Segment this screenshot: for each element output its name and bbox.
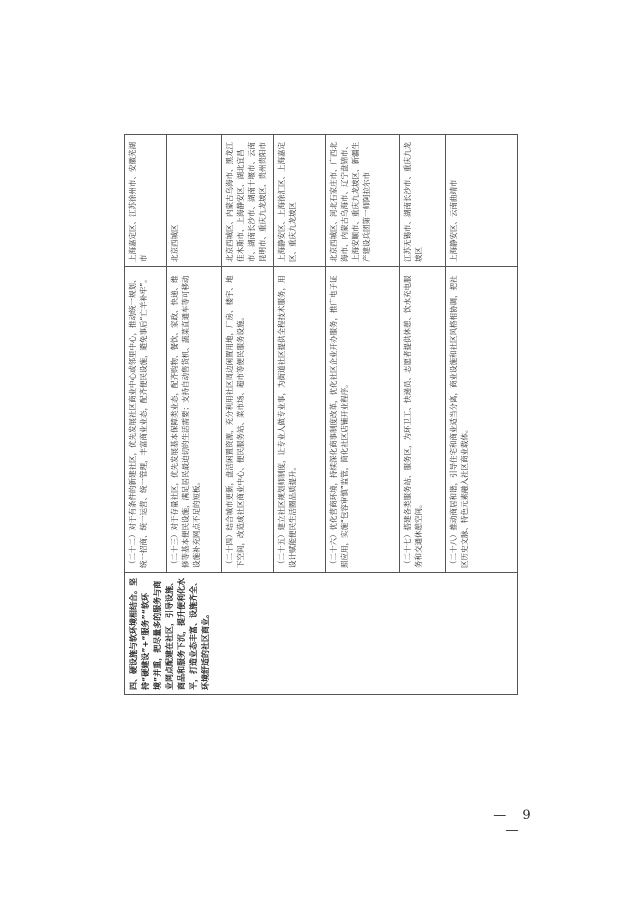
measure-cell: （二十三）对于存量社区，优先发展基本保障类业态，配齐购物、餐饮、家政、快递、维修等基本便民设施，满足居民最迫切的生活需要；支持自动售货机、蔬菜直通车等可移动设施补充网点不足的短板。 (167, 267, 222, 573)
policy-table-body (125, 135, 518, 695)
rotated-table-wrapper (124, 135, 517, 695)
cities-cell: 北京西城区、河北石家庄市、广西北海市、内蒙古乌海市、辽宁盘锦市、上海安顺市、重庆九龙坡区、新疆生产建设兵团第一师阿拉尔市 (326, 135, 400, 267)
policy-table (124, 134, 518, 695)
page-number: — 9 — (493, 808, 537, 838)
measure-cell: （二十四）结合城市更新，盘活闲置资源，充分利用社区周边闲置用地，厂房、楼宇、地下空间，改造成社区商业中心、便民服务站、菜市场、超市等便民服务设施。 (222, 267, 274, 573)
measure-cell: （二十二）对于有条件的新建社区，优先发展社区商业中心或邻里中心，推动统一规划、统一招商、统一运营、统一管理，丰富商业业态，配齐便民设施，避免事后“亡羊补牢”。 (125, 267, 167, 573)
cities-cell: 北京西城区 (167, 135, 222, 267)
table-row (125, 135, 167, 695)
measure-cell: （二十六）优化营商环境，持续深化商事制度改革，优化社区企业开办服务，推广电子证照应用，实施“包容审慎”监管，简化社区店铺开业程序。 (326, 267, 400, 573)
cities-cell: 江苏无锡市、湖南长沙市、重庆九龙坡区 (400, 135, 446, 267)
measure-cell: （二十七）搭建各类服务站、服务区，为环卫工、快递员、志愿者提供休憩、饮水充电服务和交通休憩空间。 (400, 267, 446, 573)
cities-cell: 北京西城区、内蒙古乌海市、黑龙江佳木斯市、上海静安区、湖北宜昌市、湖南长沙市、湖南十堰市、云南昆明市、重庆九龙坡区、贵州贵阳市 (222, 135, 274, 267)
cities-cell: 上海静安区、云南曲靖市 (446, 135, 518, 267)
cities-cell: 上海静安区、上海徐汇区、上海嘉定区、重庆九龙坡区 (274, 135, 326, 267)
cities-cell: 上海嘉定区、江苏徐州市、安徽芜湖市 (125, 135, 167, 267)
category-cell: 四、硬设施与软环境相结合。坚持“硬建设”+“服务”“软环境”并重，把尽量多的服务与商业网点配建在社区，引导设施、商品和服务下沉，提升便利化水平，打造业态丰富、设施齐全、环境舒适的社区商业。 (125, 573, 518, 695)
measure-cell: （二十八）推动商居和谐，引导住宅和商业适当分离，商业设施和社区风格相协调，把社区历史文脉、特色元素融入社区商业载体。 (446, 267, 518, 573)
measure-cell: （二十五）建立社区规划师制度，让专业人做专业事，为街道社区提供全程技术服务，用设计赋能便民生活圈品质提升。 (274, 267, 326, 573)
